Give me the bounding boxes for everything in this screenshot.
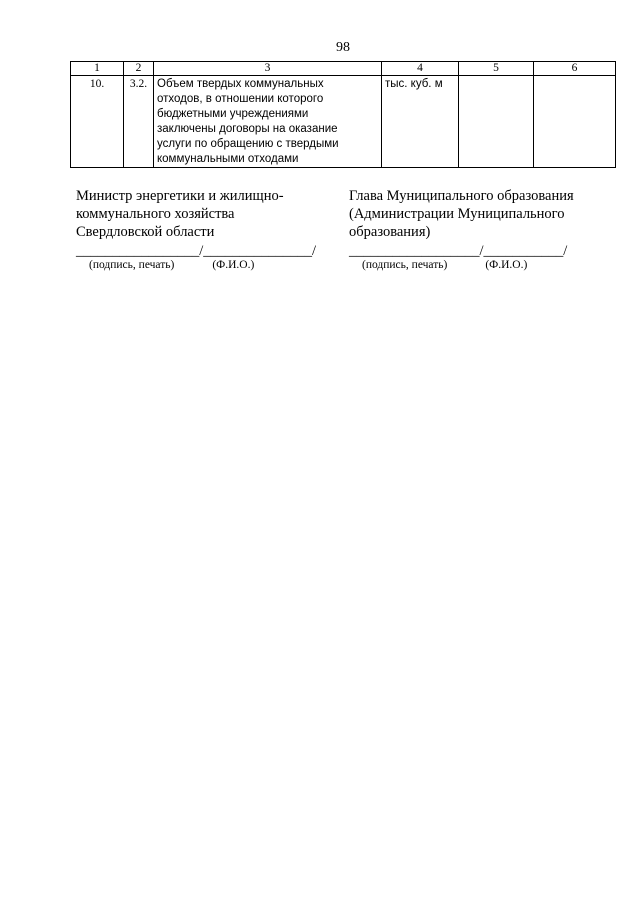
header-cell-1: 1 bbox=[71, 62, 124, 76]
signatory-title-line: Министр энергетики и жилищно- bbox=[76, 188, 284, 204]
header-cell-5: 5 bbox=[459, 62, 534, 76]
table-header-row bbox=[71, 62, 616, 76]
description-line: услуги по обращению с твердыми bbox=[157, 138, 339, 150]
caption-signature: (подпись, печать) bbox=[89, 259, 175, 271]
signatory-title-line: Глава Муниципального образования bbox=[349, 188, 574, 204]
caption-name: (Ф.И.О.) bbox=[212, 259, 255, 271]
signature-caption bbox=[76, 259, 336, 272]
row-value-cell-5 bbox=[459, 76, 534, 168]
description-line: бюджетными учреждениями bbox=[157, 108, 309, 120]
row-value-cell-6 bbox=[534, 76, 616, 168]
signature-caption bbox=[349, 259, 619, 272]
signatory-title-line: образования) bbox=[349, 224, 431, 240]
caption-signature: (подпись, печать) bbox=[362, 259, 448, 271]
signatory-title-line: коммунального хозяйства bbox=[76, 206, 235, 222]
page-number: 98 bbox=[336, 40, 350, 55]
description-line: коммунальными отходами bbox=[157, 153, 299, 165]
header-cell-3: 3 bbox=[154, 62, 382, 76]
signature-block-head bbox=[349, 187, 619, 272]
header-cell-2: 2 bbox=[124, 62, 154, 76]
signatory-title-line: (Администрации Муниципального bbox=[349, 206, 565, 222]
data-table bbox=[70, 61, 616, 168]
signature-block-minister bbox=[76, 187, 336, 272]
signatory-title-line: Свердловской области bbox=[76, 224, 215, 240]
row-description-cell bbox=[154, 76, 382, 168]
row-number-cell: 10. bbox=[71, 76, 124, 168]
header-cell-6: 6 bbox=[534, 62, 616, 76]
description-line: заключены договоры на оказание bbox=[157, 123, 338, 135]
signature-line: _________________/_______________/ bbox=[76, 243, 317, 259]
caption-name: (Ф.И.О.) bbox=[485, 259, 528, 271]
table-row bbox=[71, 76, 616, 168]
description-line: Объем твердых коммунальных bbox=[157, 78, 324, 90]
header-cell-4: 4 bbox=[382, 62, 459, 76]
row-code-cell: 3.2. bbox=[124, 76, 154, 168]
description-line: отходов, в отношении которого bbox=[157, 93, 324, 105]
signature-line: __________________/___________/ bbox=[349, 243, 568, 259]
row-unit-cell: тыс. куб. м bbox=[382, 76, 459, 168]
